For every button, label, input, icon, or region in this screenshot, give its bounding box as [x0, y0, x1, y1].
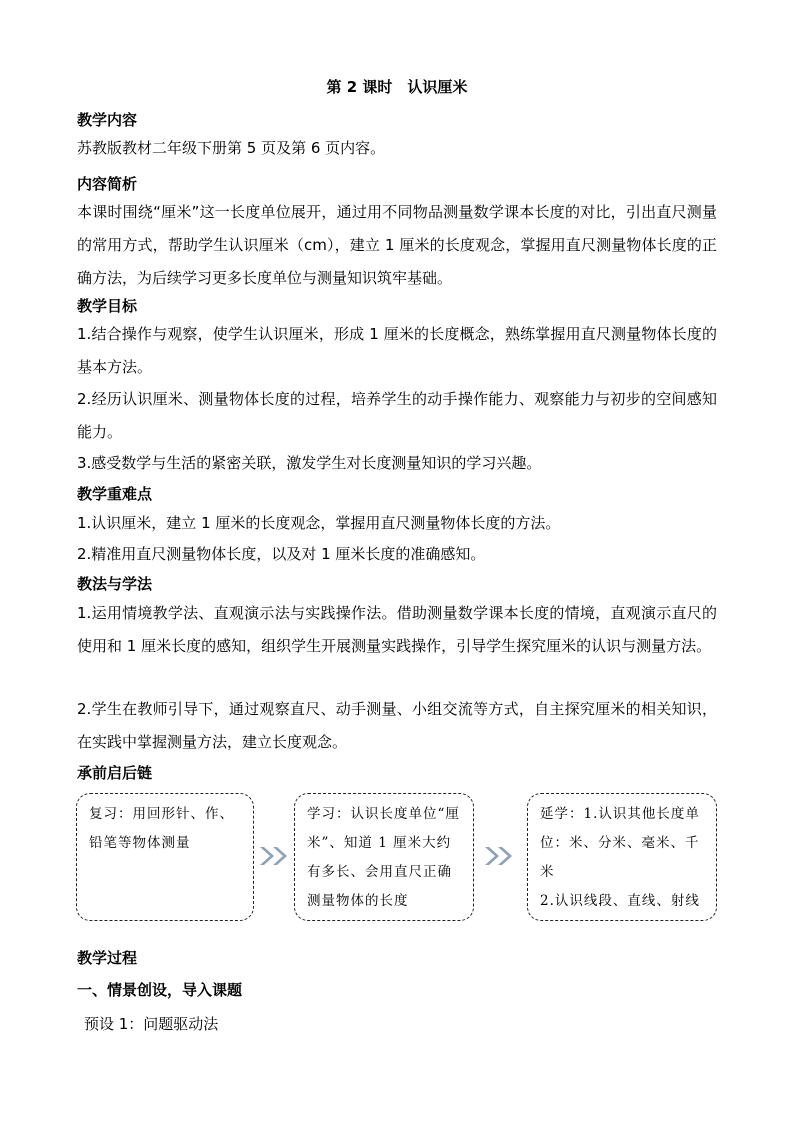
section-heading-content: 教学内容 — [77, 111, 138, 129]
learn-text: 学习：认识长度单位“厘米”、知道 1 厘米大约有多长、会用直尺正确测量物体的长度 — [307, 806, 460, 909]
double-chevron-right-icon — [258, 845, 292, 867]
goal-item-1: 1.结合操作与观察，使学生认识厘米，形成 1 厘米的长度概念，熟练掌握用直尺测量物体长度的基本方法。 — [77, 325, 717, 376]
learn-box — [294, 793, 474, 921]
extend-text-line2: 2.认识线段、直线、射线 — [540, 893, 700, 909]
process-subheading-1: 一、情景创设，导入课题 — [77, 981, 243, 999]
method-item-2: 2.学生在教师引导下，通过观察直尺、动手测量、小组交流等方式，自主探究厘米的相关知识，在实践中掌握测量方法，建立长度观念。 — [77, 700, 717, 751]
section-heading-process: 教学过程 — [77, 949, 138, 967]
extend-box — [527, 793, 717, 921]
brief-text: 本课时围绕“厘米”这一长度单位展开，通过用不同物品测量数学课本长度的对比，引出直尺测量的常用方式，帮助学生认识厘米（cm），建立 1 厘米的长度观念，掌握用直尺测量物体长度的正确方法，为后续学习更多长度单位与测量知识筑牢基础。 — [77, 203, 717, 287]
content-text: 苏教版教材二年级下册第 5 页及第 6 页内容。 — [77, 139, 386, 157]
goal-item-3: 3.感受数学与生活的紧密关联，激发学生对长度测量知识的学习兴趣。 — [77, 454, 542, 472]
review-text: 复习：用回形针、作、铅笔等物体测量 — [89, 806, 234, 851]
double-chevron-right-icon — [483, 845, 517, 867]
page-title: 第 2 课时 认识厘米 — [326, 78, 468, 96]
keypoint-item-1: 1.认识厘米，建立 1 厘米的长度观念，掌握用直尺测量物体长度的方法。 — [77, 514, 561, 532]
extend-text-line1: 延学：1.认识其他长度单位：米、分米、毫米、千米 — [540, 806, 700, 880]
method-item-1: 1.运用情境教学法、直观演示法与实践操作法。借助测量数学课本长度的情境，直观演示直尺的使用和 1 厘米长度的感知，组织学生开展测量实践操作，引导学生探究厘米的认识与测量方法。 — [77, 604, 717, 655]
section-heading-brief: 内容简析 — [77, 175, 138, 193]
section-heading-chain: 承前启后链 — [77, 764, 153, 782]
keypoint-item-2: 2.精准用直尺测量物体长度，以及对 1 厘米长度的准确感知。 — [77, 545, 486, 563]
section-heading-keypoints: 教学重难点 — [77, 485, 153, 503]
goal-item-2: 2.经历认识厘米、测量物体长度的过程，培养学生的动手操作能力、观察能力与初步的空间感知能力。 — [77, 390, 717, 441]
section-heading-goals: 教学目标 — [77, 297, 138, 315]
review-box — [76, 793, 254, 921]
preset-label: 预设 1：问题驱动法 — [84, 1015, 219, 1033]
section-heading-methods: 教法与学法 — [77, 575, 153, 593]
